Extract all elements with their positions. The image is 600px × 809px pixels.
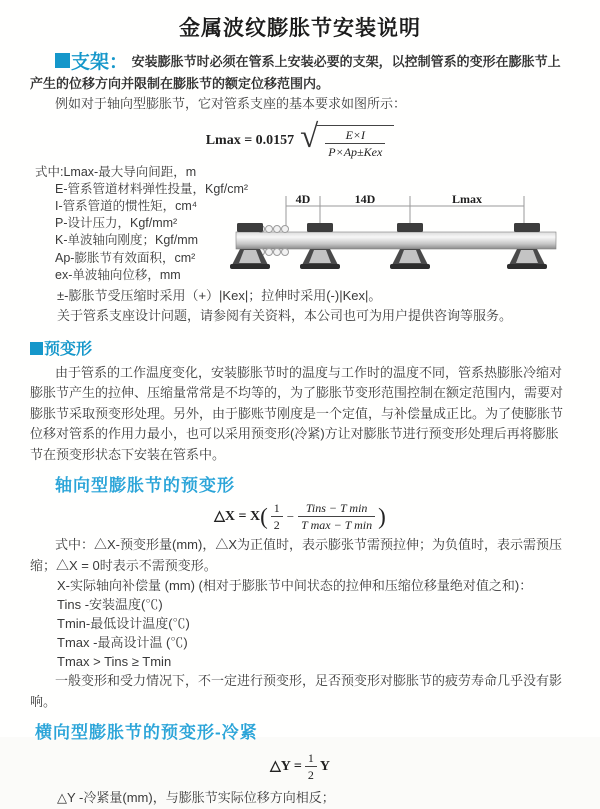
axial-note-relation: Tmax > Tins ≥ Tmin — [57, 654, 172, 669]
definition-line: P-设计压力，Kgf/mm² — [55, 216, 178, 231]
axial-note-general: 一般变形和受力情况下，不一定进行预变形，足否预变形对膨胀节的疲劳寿命几乎没有影响。 — [30, 673, 563, 709]
lateral-note: △Y -冷紧量(mm)，与膨胀节实际位移方向相反； — [57, 790, 335, 805]
support-intro-paragraph — [30, 52, 570, 94]
open-paren: ( — [260, 503, 268, 529]
support-example-line: 例如对于轴向型膨胀节，它对管系支座的基本要求如图所示： — [55, 96, 407, 111]
sqrt-radical — [300, 118, 394, 159]
dimension-label-14d: 14D — [354, 191, 376, 206]
axial-note-x: X-实际轴向补偿量 (mm) (相对于膨胀节中间状态的拉伸和压缩位移量绝对值之和)： — [57, 578, 533, 593]
definition-line: 式中:Lmax-最大导向间距，m — [35, 164, 197, 179]
lmax-formula-lhs: Lmax = 0.0157 — [205, 132, 295, 148]
temperature-fraction: $\frac{\text{Tins − T min}}{\text{T max − T min}}$ — [298, 501, 375, 532]
axial-note-tins: Tins -安装温度(℃) — [57, 597, 163, 612]
predeform-section-heading: 预变形 — [30, 336, 570, 359]
definition-line: K-单波轴向刚度；Kgf/mm — [55, 233, 199, 248]
axial-note-tmax: Tmax -最高设计温 (℃) — [57, 635, 188, 650]
plusminus-note: ±-膨胀节受压缩时采用（+）|Kex|；拉伸时采用(-)|Kex|。 — [57, 287, 382, 303]
axial-note-tmin: Tmin-最低设计温度(℃) — [57, 616, 190, 631]
pipe — [236, 232, 556, 249]
definitions-and-diagram — [30, 164, 570, 286]
close-paren: ) — [378, 503, 386, 529]
lateral-formula — [30, 751, 570, 782]
dimension-label-lmax: Lmax — [452, 191, 482, 206]
axial-note-main: 式中：△X-预变形量(mm)，△X为正值时，表示膨张节需预拉伸；为负值时，表示需预压缩；△X = 0时表示不需预变形。 — [30, 537, 562, 573]
radical-sign-icon: √ — [300, 118, 319, 155]
axial-formula-lhs: △X = X — [214, 509, 261, 524]
page-title: 金属波纹膨胀节安装说明 — [179, 17, 421, 40]
axial-predeform-heading: 轴向型膨胀节的预变形 — [55, 476, 235, 495]
definition-line: Ap-膨胀节有效面积，cm² — [55, 250, 196, 265]
predeform-paragraph: 由于管系的工作温度变化，安装膨胀节时的温度与工作时的温度不同，管系热膨胀冷缩对膨胀节产生的拉伸、压缩量常常是不均等的，为了膨胀节变形范围控制在额定范围内，需要对膨胀节采取预变形处理。另外，由于膨账节刚度是一个定值，与补偿量成正比。为了使膨胀节位移对管系的作用力最小，也可以采用预变形(冷紧)方让对膨胀节进行预变形处理后再将膨胀节在预变形状态下安装在管系中。 — [30, 364, 564, 462]
section-marker-icon — [30, 342, 43, 355]
pipe-support-diagram — [234, 192, 584, 287]
lateral-formula-lhs: △Y = — [270, 759, 302, 774]
section-marker-icon — [55, 53, 70, 68]
closing-note: 关于管系支座设计问题，请参阅有关资料，本公司也可为用户提供咨询等服务。 — [57, 308, 513, 323]
one-half-fraction: $\frac{1}{2}$ — [271, 501, 283, 532]
one-half-fraction: $\frac{1}{2}$ — [305, 751, 317, 782]
lmax-formula-fraction: $\frac{E\times I}{\text{P×Ap±Kex}}$ — [325, 128, 385, 159]
definition-line: ex-单波轴向位移，mm — [55, 267, 181, 282]
lateral-predeform-heading: 横向型膨胀节的预变形-冷紧 — [35, 723, 258, 742]
definition-line: I-管系管道的惯性矩，cm⁴ — [55, 198, 198, 213]
minus-operator: − — [286, 508, 295, 524]
dimension-label-4d: 4D — [295, 191, 311, 206]
lmax-formula — [30, 118, 570, 159]
support-intro-text: 安装膨胀节时必须在管系上安装必要的支架，以控制管系的变形在膨胀节上产生的位移方向并限制在膨胀节的额定位移范围内。 — [30, 54, 561, 91]
lateral-formula-rhs: Y — [319, 758, 330, 774]
support-section-heading: 支架： — [71, 52, 129, 73]
axial-formula — [30, 501, 570, 532]
definition-line: E-管系管道材料弹性投量，Kgf/cm² — [55, 181, 249, 196]
